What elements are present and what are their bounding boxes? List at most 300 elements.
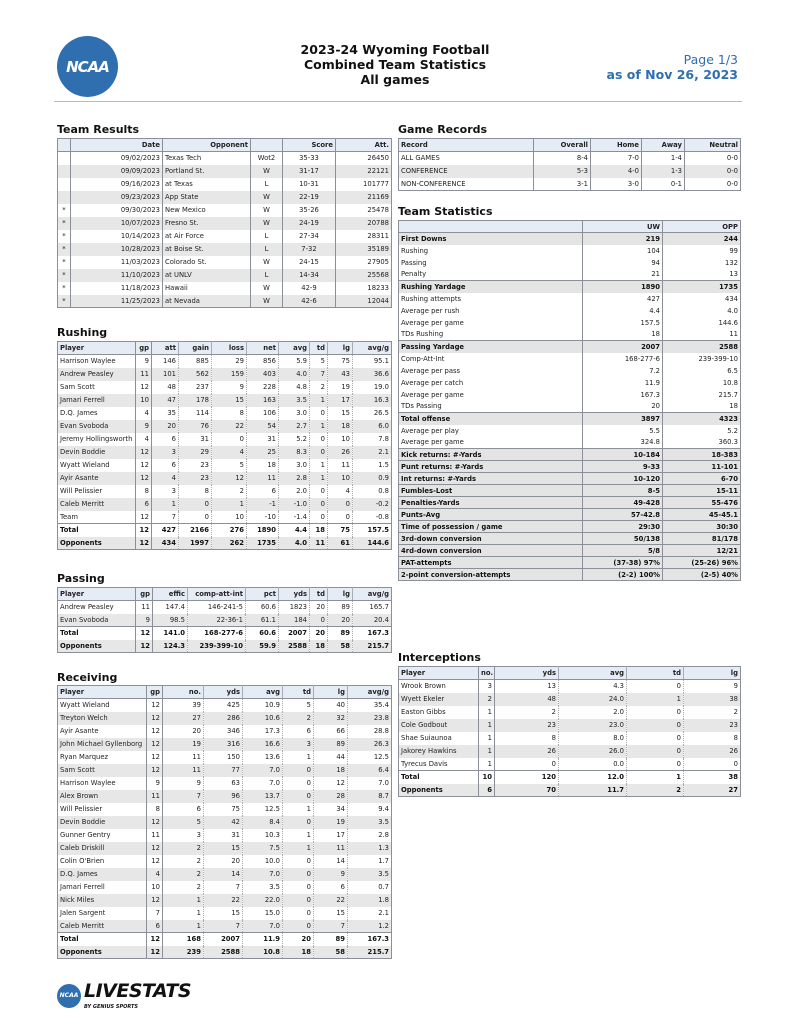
table-cell: 23 (684, 719, 741, 732)
table-cell: Nick Miles (58, 894, 147, 907)
table-cell: 31 (179, 433, 212, 446)
table-cell: 11 (163, 764, 204, 777)
table-cell: 16.3 (353, 394, 392, 407)
stat-label: Total offense (399, 413, 583, 425)
column-header: gain (179, 342, 212, 355)
table-cell: at Texas (163, 178, 251, 191)
stat-opp: 2588 (663, 341, 741, 353)
table-cell: Total (58, 627, 136, 640)
table-cell: 1 (479, 719, 495, 732)
table-cell: 09/23/2023 (71, 191, 163, 204)
table-cell: 1997 (179, 537, 212, 550)
table-cell: 3 (283, 738, 314, 751)
table-cell: 2 (212, 485, 247, 498)
table-cell: 168-277-6 (188, 627, 246, 640)
table-row (58, 764, 392, 777)
table-cell: 66 (314, 725, 348, 738)
table-cell: 11/10/2023 (71, 269, 163, 282)
column-header: Neutral (685, 139, 741, 152)
table-cell: 146 (152, 355, 179, 368)
report-title (250, 42, 540, 87)
table-cell: 1 (479, 745, 495, 758)
table-cell: 13 (495, 680, 559, 693)
table-cell: 124.3 (153, 640, 188, 653)
table-cell: 26 (495, 745, 559, 758)
table-cell: 12 (147, 764, 163, 777)
stat-row (399, 473, 741, 485)
table-cell: Caleb Merritt (58, 498, 136, 511)
table-cell: 9 (684, 680, 741, 693)
table-cell: 11.7 (559, 784, 627, 797)
table-cell: 15 (204, 842, 243, 855)
table-cell: 10/07/2023 (71, 217, 163, 230)
stat-label: Passing Yardage (399, 341, 583, 353)
table-cell: Will Pelissier (60, 487, 103, 495)
table-cell: 15 (204, 907, 243, 920)
table-row (58, 699, 392, 712)
stat-uw: 8-5 (583, 485, 663, 497)
stat-label: Average per rush (401, 306, 460, 315)
table-cell: D.Q. James (58, 868, 147, 881)
table-cell: 12 (136, 511, 152, 524)
stat-row (399, 509, 741, 521)
table-cell: 70 (495, 784, 559, 797)
column-header (58, 139, 71, 152)
table-cell: 43 (328, 368, 353, 381)
table-cell: 8.3 (279, 446, 310, 459)
table-cell: 101 (152, 368, 179, 381)
table-cell: New Mexico (163, 204, 251, 217)
table-cell: 237 (179, 381, 212, 394)
stat-label: 2-point conversion-attempts (399, 569, 583, 581)
table-cell: 165.7 (353, 601, 392, 614)
table-cell: 23.0 (559, 719, 627, 732)
table-cell: Colorado St. (163, 256, 251, 269)
stat-label: Average per game (401, 318, 464, 327)
table-cell: 63 (204, 777, 243, 790)
table-cell: 1 (310, 420, 328, 433)
table-cell: App State (163, 191, 251, 204)
table-cell: 11/18/2023 (71, 282, 163, 295)
table-cell: 28311 (336, 230, 392, 243)
title-line-3: All games (360, 72, 430, 87)
table-cell: 12 (147, 842, 163, 855)
table-cell: 10.9 (243, 699, 283, 712)
table-cell: 1-4 (642, 152, 685, 165)
stat-opp: 6-70 (663, 473, 741, 485)
stat-opp: 12/21 (663, 545, 741, 557)
table-row (58, 855, 392, 868)
table-cell: 1 (283, 751, 314, 764)
table-cell: 2.8 (279, 472, 310, 485)
table-cell: Fresno St. (163, 217, 251, 230)
stat-label: Punt returns: #-Yards (399, 461, 583, 473)
table-cell: 10/28/2023 (71, 243, 163, 256)
table-cell: 0 (283, 881, 314, 894)
table-cell: 9 (136, 420, 152, 433)
table-cell (58, 165, 71, 178)
table-cell: 22 (212, 420, 247, 433)
table-cell: L (251, 230, 283, 243)
interceptions-table (398, 666, 741, 797)
table-cell: 7-32 (283, 243, 336, 256)
table-cell: 98.5 (153, 614, 188, 627)
table-cell: 0.9 (353, 472, 392, 485)
table-cell: 1 (163, 907, 204, 920)
table-cell: 286 (204, 712, 243, 725)
table-row (399, 732, 741, 745)
table-cell: Jakorey Hawkins (399, 745, 479, 758)
table-cell: 61 (328, 537, 353, 550)
table-cell: 215.7 (353, 640, 392, 653)
table-row (58, 712, 392, 725)
table-cell: 35 (152, 407, 179, 420)
stat-label: Average per game (401, 390, 464, 399)
table-cell: 120 (495, 771, 559, 784)
table-cell: 35.4 (348, 699, 392, 712)
table-cell: 0 (627, 732, 684, 745)
table-cell: 239-399-10 (188, 640, 246, 653)
column-header: Player (399, 667, 479, 680)
table-cell: W (251, 256, 283, 269)
table-cell: Colin O'Brien (60, 857, 105, 865)
table-cell: 1 (310, 394, 328, 407)
table-cell: 9 (163, 777, 204, 790)
column-header: effic (153, 588, 188, 601)
table-cell: 167.3 (353, 627, 392, 640)
table-cell: 8 (136, 485, 152, 498)
table-cell: Harrison Waylee (60, 357, 116, 366)
table-cell: 0 (328, 511, 353, 524)
table-cell: Treyton Welch (58, 712, 147, 725)
table-cell: 562 (179, 368, 212, 381)
table-cell: 427 (152, 524, 179, 537)
table-cell: Jamari Ferrell (60, 883, 105, 891)
table-cell: 09/09/2023 (71, 165, 163, 178)
table-cell: 2 (684, 706, 741, 719)
stat-uw: 427 (583, 293, 663, 305)
table-cell: Jeremy Hollingsworth (60, 435, 133, 443)
table-cell: 32 (314, 712, 348, 725)
table-cell: 23 (179, 472, 212, 485)
table-cell: 77 (204, 764, 243, 777)
table-cell: W (251, 204, 283, 217)
table-cell: Evan Svoboda (58, 614, 136, 627)
table-cell: 0 (283, 816, 314, 829)
table-cell: 1 (283, 842, 314, 855)
table-cell: 0.8 (353, 485, 392, 498)
passing-table (57, 587, 392, 653)
stat-row (399, 377, 741, 389)
table-row (58, 803, 392, 816)
table-cell: 7 (163, 790, 204, 803)
table-cell: 3 (163, 829, 204, 842)
title-line-2: Combined Team Statistics (303, 57, 487, 72)
table-cell: 10.6 (243, 712, 283, 725)
table-cell: Caleb Merritt (58, 920, 147, 933)
table-cell: 403 (247, 368, 279, 381)
table-cell: 2 (495, 706, 559, 719)
table-cell: W (251, 217, 283, 230)
table-cell: Harrison Waylee (60, 779, 116, 787)
table-row (58, 614, 392, 627)
table-cell: 12.0 (559, 771, 627, 784)
table-cell: 7 (147, 907, 163, 920)
table-cell: 2.8 (348, 829, 392, 842)
table-cell: W (251, 191, 283, 204)
column-header: no. (163, 686, 204, 699)
table-row (58, 738, 392, 751)
column-header: avg/g (348, 686, 392, 699)
table-cell: 2 (479, 693, 495, 706)
table-cell: 31-17 (283, 165, 336, 178)
header-divider (54, 101, 742, 102)
table-cell: 18 (314, 764, 348, 777)
table-row (58, 407, 392, 420)
table-cell: 2 (163, 881, 204, 894)
column-header: Record (399, 139, 534, 152)
table-cell: 0 (283, 868, 314, 881)
table-cell: John Michael Gyllenborg (58, 738, 147, 751)
table-cell: 6.0 (353, 420, 392, 433)
stat-uw: 4.4 (583, 305, 663, 317)
table-cell: 0 (627, 745, 684, 758)
table-cell: 2588 (204, 946, 243, 959)
table-cell: 6 (283, 725, 314, 738)
stat-row (399, 461, 741, 473)
table-cell: 3.0 (279, 459, 310, 472)
table-cell: 1823 (279, 601, 310, 614)
table-cell (58, 152, 71, 165)
table-cell: 1 (479, 706, 495, 719)
table-cell: 20 (204, 855, 243, 868)
table-cell: Ayir Asante (58, 472, 136, 485)
table-cell: 2 (163, 855, 204, 868)
table-cell: L (251, 269, 283, 282)
table-cell: 2.0 (559, 706, 627, 719)
column-header: Home (591, 139, 642, 152)
table-cell: 3-0 (591, 178, 642, 191)
table-cell: 16.6 (243, 738, 283, 751)
table-cell: W (251, 295, 283, 308)
table-cell: 47 (152, 394, 179, 407)
team-results-table (57, 138, 392, 308)
table-cell: 20 (310, 627, 328, 640)
table-cell: L (251, 178, 283, 191)
stat-opp: 244 (663, 233, 741, 245)
table-cell: 20.4 (353, 614, 392, 627)
table-cell: 4.0 (279, 537, 310, 550)
table-cell: 29 (212, 355, 247, 368)
table-cell: 3.5 (243, 881, 283, 894)
table-cell: 0 (310, 614, 328, 627)
stat-opp: 4323 (663, 413, 741, 425)
table-cell: 22121 (336, 165, 392, 178)
table-cell: 28.8 (348, 725, 392, 738)
table-cell: 316 (204, 738, 243, 751)
stat-label: Penalties-Yards (399, 497, 583, 509)
stat-opp: 13 (663, 269, 741, 281)
table-cell: Ayir Asante (60, 727, 99, 735)
stat-opp: (2-5) 40% (663, 569, 741, 581)
table-cell: 1 (283, 803, 314, 816)
table-row (58, 485, 392, 498)
table-row (58, 498, 392, 511)
column-header: avg (279, 342, 310, 355)
table-cell: Evan Svoboda (58, 420, 136, 433)
table-row (58, 511, 392, 524)
table-cell: 10 (328, 433, 353, 446)
table-cell: 0 (310, 511, 328, 524)
table-cell: 215.7 (348, 946, 392, 959)
stat-row (399, 449, 741, 461)
table-cell: 11/25/2023 (71, 295, 163, 308)
table-cell: * (58, 295, 71, 308)
table-row (399, 706, 741, 719)
table-cell: 31 (204, 829, 243, 842)
table-cell: 7.5 (243, 842, 283, 855)
stat-uw: 10-120 (583, 473, 663, 485)
column-header: comp-att-int (188, 588, 246, 601)
table-cell: 96 (204, 790, 243, 803)
stat-label: PAT-attempts (399, 557, 583, 569)
stat-label: Fumbles-Lost (399, 485, 583, 497)
table-cell: 12 (147, 738, 163, 751)
table-cell: -10 (247, 511, 279, 524)
table-cell: 0 (179, 511, 212, 524)
table-cell: 15.0 (243, 907, 283, 920)
table-cell: 23.8 (348, 712, 392, 725)
table-cell: 10 (212, 511, 247, 524)
table-cell: 7.0 (243, 777, 283, 790)
table-row (399, 745, 741, 758)
table-cell: Opponents (58, 537, 136, 550)
table-cell: 25568 (336, 269, 392, 282)
table-cell: 58 (328, 640, 353, 653)
table-cell: 1735 (247, 537, 279, 550)
table-cell: * (62, 258, 66, 266)
table-cell: 0 (310, 446, 328, 459)
table-cell: 59.9 (246, 640, 279, 653)
table-cell: Wyett Ekeler (399, 693, 479, 706)
table-cell: 15 (314, 907, 348, 920)
table-cell: 14 (314, 855, 348, 868)
column-header: avg (243, 686, 283, 699)
table-cell: 0 (627, 719, 684, 732)
table-cell: 4 (136, 433, 152, 446)
rushing-title: Rushing (57, 326, 108, 339)
column-header: loss (212, 342, 247, 355)
table-cell: 36.6 (353, 368, 392, 381)
table-cell: 2.1 (353, 446, 392, 459)
table-cell: 4 (147, 868, 163, 881)
table-cell: 146-241-5 (188, 601, 246, 614)
stat-label: Average per catch (401, 378, 464, 387)
table-cell: 434 (152, 537, 179, 550)
table-cell: 12 (136, 459, 152, 472)
stat-uw: 3897 (583, 413, 663, 425)
table-cell: 8.4 (243, 816, 283, 829)
stat-uw: 9-33 (583, 461, 663, 473)
table-cell: 12 (147, 855, 163, 868)
stat-opp: 11 (663, 329, 741, 341)
table-row (58, 355, 392, 368)
table-cell: 75 (328, 355, 353, 368)
table-cell: 48 (152, 381, 179, 394)
table-cell: 12 (136, 472, 152, 485)
stat-label: 4rd-down conversion (399, 545, 583, 557)
stat-row (399, 425, 741, 437)
table-cell: 1 (212, 498, 247, 511)
table-cell: Devin Boddie (58, 446, 136, 459)
stat-opp: 55-476 (663, 497, 741, 509)
table-row (58, 191, 392, 204)
table-cell: 0 (310, 407, 328, 420)
table-cell: 1.2 (348, 920, 392, 933)
column-header: att (152, 342, 179, 355)
table-cell: 4.8 (279, 381, 310, 394)
table-row (58, 152, 392, 165)
table-cell: 7 (204, 920, 243, 933)
stat-opp: 215.7 (663, 389, 741, 401)
table-cell: 10.3 (243, 829, 283, 842)
table-cell: 5-3 (534, 165, 591, 178)
table-cell: 11 (247, 472, 279, 485)
table-cell: 0 (283, 764, 314, 777)
table-cell: 22 (204, 894, 243, 907)
stat-uw: 94 (583, 257, 663, 269)
table-row (58, 472, 392, 485)
table-cell: 60.6 (246, 601, 279, 614)
table-cell: 0 (283, 894, 314, 907)
stat-opp: 6.5 (663, 365, 741, 377)
table-cell: Ryan Marquez (60, 753, 109, 761)
table-cell: Cole Godbout (399, 719, 479, 732)
table-cell: 4-0 (591, 165, 642, 178)
table-cell: 239 (163, 946, 204, 959)
table-row (58, 816, 392, 829)
team-statistics-title: Team Statistics (398, 205, 493, 218)
table-cell: 31 (247, 433, 279, 446)
table-cell: 20 (328, 614, 353, 627)
stat-row (399, 365, 741, 377)
table-cell: 3-1 (534, 178, 591, 191)
table-cell: 10 (328, 472, 353, 485)
table-cell: 5 (283, 699, 314, 712)
stat-label: Average per pass (401, 366, 461, 375)
table-cell: 4 (136, 407, 152, 420)
stat-uw: 168-277-6 (583, 353, 663, 365)
table-cell: 10 (479, 771, 495, 784)
stat-opp: 132 (663, 257, 741, 269)
stat-uw: 2007 (583, 341, 663, 353)
table-cell: 9 (147, 777, 163, 790)
table-cell: 11 (136, 601, 153, 614)
table-row (58, 459, 392, 472)
column-header: gp (136, 342, 152, 355)
table-cell: * (62, 232, 66, 240)
table-cell: 11 (314, 842, 348, 855)
stat-label: TDs Rushing (401, 330, 444, 339)
table-cell: 1 (627, 771, 684, 784)
table-cell: 12 (147, 725, 163, 738)
table-row (58, 243, 392, 256)
table-cell: 3 (152, 485, 179, 498)
table-cell: 12.5 (243, 803, 283, 816)
table-row (58, 601, 392, 614)
column-header: Player (58, 588, 136, 601)
table-cell: 1-3 (642, 165, 685, 178)
